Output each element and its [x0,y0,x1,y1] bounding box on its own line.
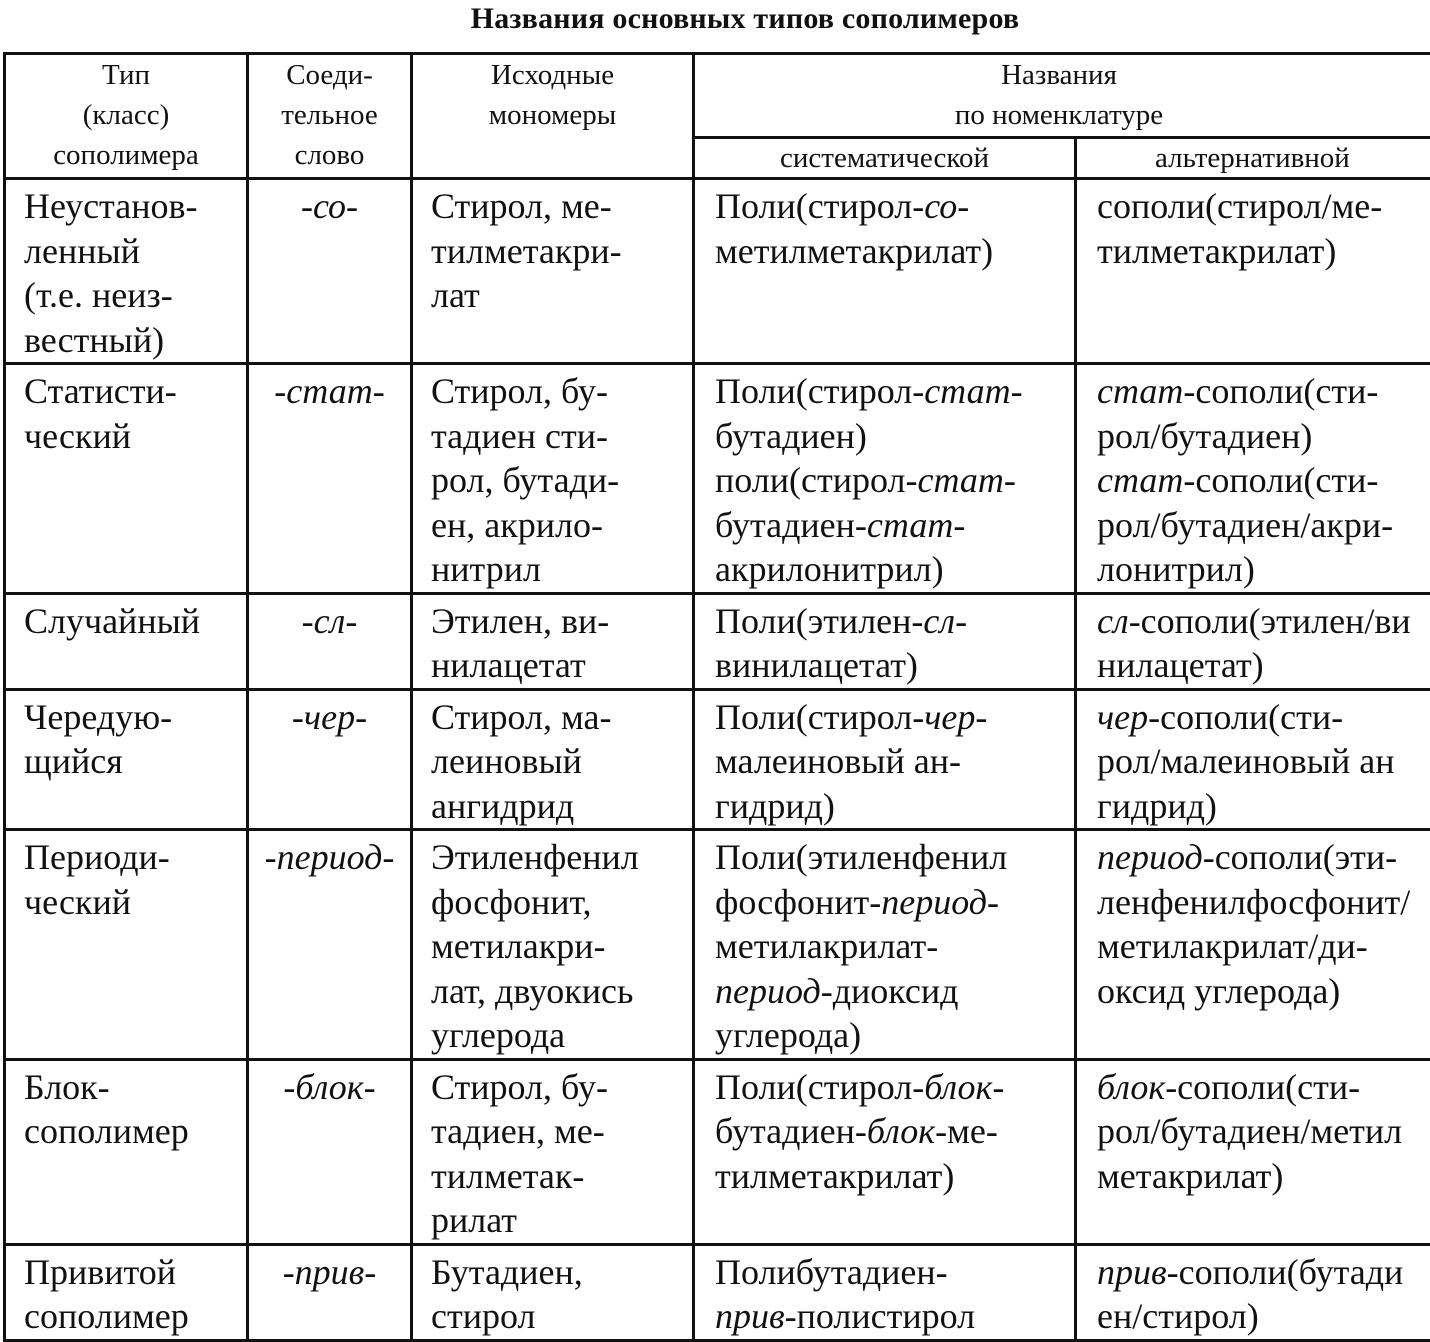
systematic-line [715,1109,1066,1154]
name-text: тилметакрилат) [715,1156,954,1196]
name-text: - [953,505,965,545]
cell-systematic-name [694,830,1076,1060]
cell-monomers [412,593,694,689]
monomers-line: тилметакри- [431,229,684,274]
name-text: Полибутадиен- [715,1252,948,1292]
cell-monomers [412,1059,694,1244]
table-row [5,179,1430,364]
name-text: -сополи(эти- [1203,837,1397,877]
header-connective-line: слово [249,135,410,175]
name-text: поли(стирол- [715,460,917,500]
connective-word: прив [1097,1252,1167,1292]
page-title: Названия основных типов сополимеров [0,0,1430,50]
name-text: сополи(стирол/ме- [1097,186,1382,226]
monomers-line: ангидрид [431,784,684,829]
cell-alternative-name [1076,1244,1430,1340]
alternative-line [1097,1250,1430,1295]
type-line: (т.е. неиз- [24,273,238,318]
systematic-line [715,784,1066,829]
monomers-line: леиновый [431,739,684,784]
connective-word: стат [867,505,953,545]
alternative-line [1097,458,1430,503]
systematic-line [715,695,1066,740]
cell-type [5,593,248,689]
cell-connective [248,364,412,594]
name-text: Поли(стирол- [715,1067,924,1107]
header-connective-line: тельное [249,95,410,135]
systematic-line [715,643,1066,688]
cell-connective [248,1244,412,1340]
systematic-line [715,1294,1066,1339]
monomers-line: нилацетат [431,643,684,688]
alternative-line [1097,835,1430,880]
name-text: -сополи(бутади [1167,1252,1404,1292]
connective-word: период [715,971,821,1011]
cell-alternative-name [1076,593,1430,689]
table-row [5,1244,1430,1340]
monomers-line: Этиленфенил [431,835,684,880]
header-type-line: (класс) [6,95,246,135]
name-text: углерода) [715,1015,861,1055]
connective-word: стат [924,371,1010,411]
connective-word: стат [1097,460,1183,500]
type-line: ленный [24,229,238,274]
table-row [5,593,1430,689]
cell-connective [248,593,412,689]
systematic-line [715,1250,1066,1295]
cell-connective [248,1059,412,1244]
type-line: Периоди- [24,835,238,880]
connective-word: сл [1097,601,1129,641]
name-text: бутадиен) [715,416,867,456]
connective-word: -блок- [283,1067,375,1107]
name-text: нилацетат) [1097,645,1264,685]
type-line: ческий [24,414,238,459]
cell-monomers [412,830,694,1060]
name-text: бутадиен- [715,1111,867,1151]
name-text: рол/малеиновый ан [1097,741,1395,781]
connective-word: -сл- [302,601,358,641]
type-line: вестный) [24,318,238,363]
copolymer-types-table [3,52,1430,1342]
name-text: -сополи(сти- [1183,371,1378,411]
alternative-line [1097,969,1430,1014]
name-text: фосфонит- [715,882,881,922]
connective-word: период [881,882,987,922]
systematic-line [715,969,1066,1014]
name-text: -диоксид [821,971,959,1011]
type-line: ческий [24,880,238,925]
connective-word: чер [1097,697,1148,737]
cell-alternative-name [1076,830,1430,1060]
systematic-line [715,503,1066,548]
monomers-line: рилат [431,1198,684,1243]
systematic-line [715,414,1066,459]
monomers-line: нитрил [431,547,684,592]
cell-monomers [412,179,694,364]
monomers-line: тадиен, ме- [431,1109,684,1154]
cell-type [5,1244,248,1340]
connective-word: -прив- [283,1252,377,1292]
monomers-line: Стирол, ме- [431,184,684,229]
header-type-line: сополимера [6,135,246,175]
connective-word: -со- [301,186,358,226]
connective-word: -период- [265,837,395,877]
alternative-line [1097,229,1430,274]
name-text: - [955,601,967,641]
systematic-line [715,1065,1066,1110]
table-body [5,179,1430,1341]
cell-type [5,1059,248,1244]
header-names-line: по номенклатуре [695,95,1423,135]
type-line: Блок- [24,1065,238,1110]
name-text: рол/бутадиен/метил [1097,1111,1402,1151]
table-row [5,364,1430,594]
name-text: метакрилат) [1097,1156,1283,1196]
name-text: рол/бутадиен) [1097,416,1312,456]
connective-word: сл [923,601,955,641]
type-line: щийся [24,739,238,784]
monomers-line: фосфонит, [431,880,684,925]
name-text: Поли(стирол- [715,371,924,411]
systematic-line [715,739,1066,784]
cell-alternative-name [1076,179,1430,364]
name-text: -ме- [935,1111,998,1151]
cell-systematic-name [694,1059,1076,1244]
connective-word: -чер- [292,697,367,737]
name-text: - [957,186,969,226]
systematic-line [715,880,1066,925]
cell-type [5,179,248,364]
header-nomenclature-names [694,54,1430,138]
header-type-line: Тип [6,55,246,95]
type-line: Случайный [24,599,238,644]
alternative-line [1097,414,1430,459]
table-row [5,689,1430,830]
name-text: лонитрил) [1097,549,1255,589]
systematic-line [715,835,1066,880]
name-text: Поли(этиленфенил [715,837,1007,877]
cell-connective [248,179,412,364]
name-text: - [1011,371,1023,411]
header-alternative: альтернативной [1076,138,1430,179]
name-text: - [975,697,987,737]
header-monomers-line: Исходные [413,55,692,95]
header-type [5,54,248,179]
type-line: сополимер [24,1294,238,1339]
name-text: винилацетат) [715,645,918,685]
name-text: -сополи(сти- [1183,460,1378,500]
cell-connective [248,689,412,830]
alternative-line [1097,1109,1430,1154]
table-row [5,830,1430,1060]
name-text: акрилонитрил) [715,549,944,589]
monomers-line: рол, бутади- [431,458,684,503]
cell-type [5,364,248,594]
connective-word: прив [715,1296,785,1336]
name-text: -сополи(этилен/ви [1129,601,1411,641]
systematic-line [715,1154,1066,1199]
name-text: - [992,1067,1004,1107]
monomers-line: ен, акрило- [431,503,684,548]
name-text: ен/стирол) [1097,1296,1259,1336]
cell-monomers [412,689,694,830]
monomers-line: углерода [431,1013,684,1058]
monomers-line: Стирол, бу- [431,369,684,414]
connective-word: блок [1097,1067,1165,1107]
table-row [5,1059,1430,1244]
monomers-line: Бутадиен, [431,1250,684,1295]
name-text: Поли(стирол- [715,186,924,226]
monomers-line: Стирол, бу- [431,1065,684,1110]
name-text: гидрид) [715,786,835,826]
type-line: Чередую- [24,695,238,740]
name-text: - [987,882,999,922]
systematic-line [715,184,1066,229]
alternative-line [1097,1065,1430,1110]
systematic-line [715,547,1066,592]
alternative-line [1097,739,1430,784]
monomers-line: лат, двуокись [431,969,684,1014]
name-text: ленфенилфосфонит/ [1097,882,1410,922]
cell-monomers [412,1244,694,1340]
alternative-line [1097,599,1430,644]
name-text: -сополи(сти- [1148,697,1343,737]
name-text: оксид углерода) [1097,971,1340,1011]
header-monomers-line: мономеры [413,95,692,135]
type-line: сополимер [24,1109,238,1154]
connective-word: блок [924,1067,992,1107]
cell-connective [248,830,412,1060]
cell-systematic-name [694,1244,1076,1340]
name-text: -полистирол [785,1296,975,1336]
cell-systematic-name [694,364,1076,594]
cell-systematic-name [694,689,1076,830]
name-text: рол/бутадиен/акри- [1097,505,1393,545]
alternative-line [1097,1294,1430,1339]
name-text: метилакрилат/ди- [1097,926,1368,966]
cell-systematic-name [694,179,1076,364]
systematic-line [715,369,1066,414]
cell-alternative-name [1076,689,1430,830]
alternative-line [1097,784,1430,829]
monomers-line: Стирол, ма- [431,695,684,740]
header-names-line: Названия [695,55,1423,95]
systematic-line [715,924,1066,969]
cell-type [5,830,248,1060]
header-monomers [412,54,694,179]
alternative-line [1097,1154,1430,1199]
name-text: -сополи(сти- [1165,1067,1360,1107]
alternative-line [1097,369,1430,414]
connective-word: стат [917,460,1003,500]
alternative-line [1097,924,1430,969]
alternative-line [1097,880,1430,925]
name-text: бутадиен- [715,505,867,545]
monomers-line: тадиен сти- [431,414,684,459]
name-text: Поли(стирол- [715,697,924,737]
systematic-line [715,1013,1066,1058]
cell-monomers [412,364,694,594]
name-text: Поли(этилен- [715,601,923,641]
cell-alternative-name [1076,1059,1430,1244]
header-systematic: систематической [694,138,1076,179]
systematic-line [715,599,1066,644]
type-line: Статисти- [24,369,238,414]
header-connective [248,54,412,179]
monomers-line: стирол [431,1294,684,1339]
connective-word: период [1097,837,1203,877]
connective-word: стат [1097,371,1183,411]
monomers-line: лат [431,273,684,318]
name-text: метилакрилат- [715,926,938,966]
monomers-line: Этилен, ви- [431,599,684,644]
systematic-line [715,229,1066,274]
monomers-line: метилакри- [431,924,684,969]
name-text: - [1004,460,1016,500]
systematic-line [715,458,1066,503]
alternative-line [1097,695,1430,740]
name-text: метилметакрилат) [715,231,993,271]
connective-word: блок [867,1111,935,1151]
connective-word: чер [924,697,975,737]
alternative-line [1097,547,1430,592]
cell-type [5,689,248,830]
alternative-line [1097,184,1430,229]
type-line: Привитой [24,1250,238,1295]
connective-word: -стат- [274,371,384,411]
header-connective-line: Соеди- [249,55,410,95]
name-text: гидрид) [1097,786,1217,826]
alternative-line [1097,503,1430,548]
cell-alternative-name [1076,364,1430,594]
name-text: малеиновый ан- [715,741,961,781]
alternative-line [1097,643,1430,688]
connective-word: со [924,186,957,226]
type-line: Неустанов- [24,184,238,229]
cell-systematic-name [694,593,1076,689]
name-text: тилметакрилат) [1097,231,1336,271]
monomers-line: тилметак- [431,1154,684,1199]
